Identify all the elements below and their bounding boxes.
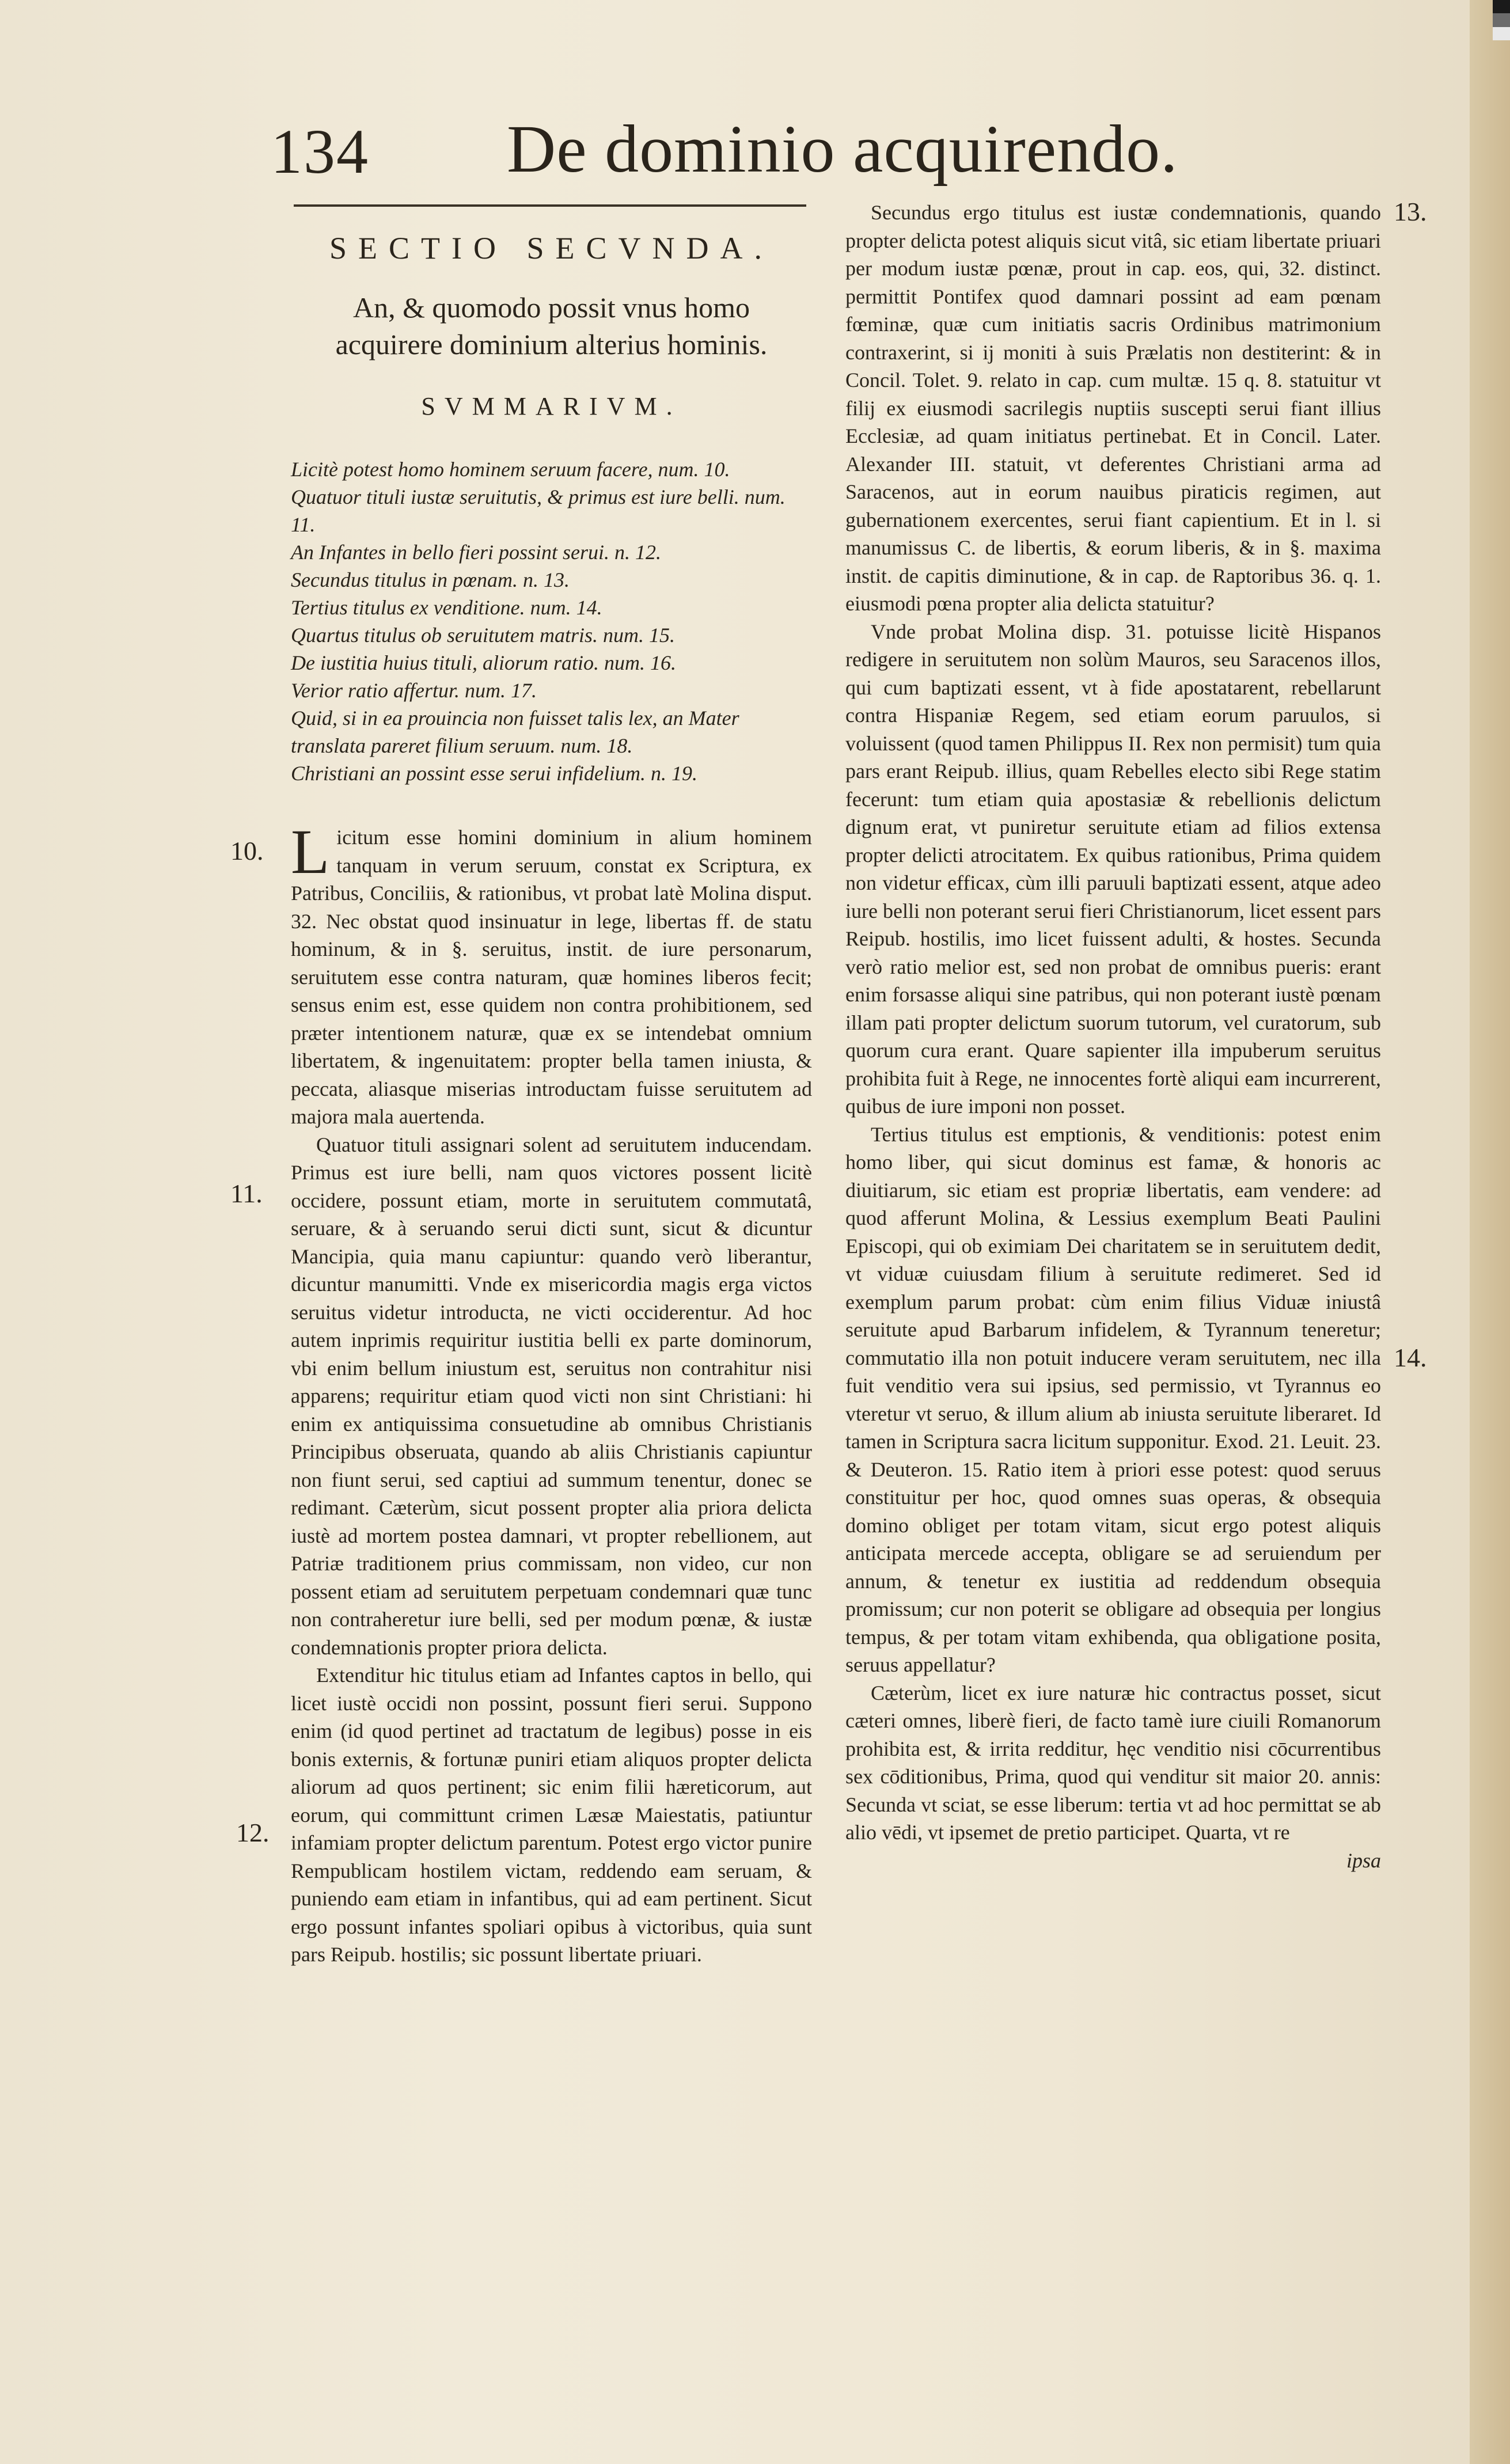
running-title: De dominio acquirendo. [507, 111, 1178, 187]
margin-number-10: 10. [230, 836, 264, 865]
summary-item: Christiani an possint esse serui infidelium. n. 19. [291, 762, 698, 785]
summary-item: Quartus titulus ob seruitutem matris. num. 15. [291, 624, 676, 647]
section-intro [291, 219, 812, 787]
left-column-text [291, 817, 812, 1969]
summary-item: Tertius titulus ex venditione. num. 14. [291, 596, 602, 619]
paragraph-11: Quatuor tituli assignari solent ad seruitutem inducendam. Primus est iure belli, nam quos victores possent licitè occidere, possunt etiam, morte in seruitutem commutatâ, seruare, & à seruando serui dicti sunt, sicut & dicuntur Mancipia, quia manu capiuntur: quando verò liberantur, dicuntur manumitti. Vnde ex misericordia magis erga victos seruitus videtur introducta, ne victi occiderentur. Ad hoc autem inprimis requiritur iustitia belli ex parte dominorum, vbi enim bellum iniustum est, seruitus non contrahitur nisi apparens; requiritur etiam quod victi non sint Christiani: hi enim ex antiquissima consuetudine ab omnibus Christianis Principibus obseruata, quando ab aliis Christianis capiuntur non fiunt serui, sed captiui ad summum tenentur, donec se redimant. Cæterùm, sicut possent propter alia priora delicta iustè ad mortem postea damnari, vt propter rebellionem, aut Patriæ traditionem prius commissam, non video, cur non possent etiam ad seruitutem perpetuam condemnari quæ tunc non contraheretur iure belli, sed per modum pœnæ, & iustæ condemnationis propter priora delicta. [291, 1133, 812, 1659]
section-question: An, & quomodo possit vnus homo acquirere dominium alterius hominis. [335, 291, 768, 360]
paragraph-13b: Vnde probat Molina disp. 31. potuisse licitè Hispanos redigere in seruitutem non solùm Mauros, seu Saracenos illos, qui cum baptizati essent, vt à fide apostatarent, rebellarunt contra Hispaniæ Regem, sed etiam eorum paruulos, si voluissent (quod tamen Philippus II. Rex non permisit) tum quia pars erant Reipub. illius, quam Rebelles electo sibi Rege statim fecerunt: tum etiam quia apostasiæ & rebellionis delictum dignum erat, vt puniretur seruitute etiam ad filios extensa propter delicti atrocitatem. Ex quibus rationibus, Prima quidem non videtur efficax, cùm illi paruuli baptizati essent, atque adeo iure belli non poterant serui fieri Christianorum, licet essent pars Reipub. hostilis, imo licet fuissent adulti, & hostes. Secunda verò ratio melior est, sed non probat de omnibus pueris: erant enim forsasse aliqui sine patribus, qui non poterant iustè pœnam illam pati propter delictum suorum tutorum, vel curatorum, sub quorum cura erant. Quare sapienter illa impuberum seruitus prohibita fuit à Rege, ne innocentes fortè aliqui eam incurrerent, quibus de iure imponi non posset. [845, 620, 1381, 1118]
margin-number-12: 12. [236, 1818, 270, 1847]
catchword: ipsa [1346, 1848, 1381, 1872]
margin-number-13: 13. [1394, 197, 1427, 226]
paragraph-12: Extenditur hic titulus etiam ad Infantes captos in bello, qui licet iustè occidi non possint, possunt fieri serui. Suppono enim (id quod pertinet ad tractatum de legibus) posse in eis bonis externis, & fortunæ puniri etiam aliquos propter delicta aliorum ad quos pertinent; sic enim filii hæreticorum, aut eorum, qui committunt crimen Læsæ Maiestatis, patiuntur infamiam propter delictum parentum. Potest ergo victor punire Rempublicam hostilem victam, reddendo eam seruam, & puniendo eam etiam in infantibus, qui ad eam pertinent. Sicut ergo possunt infantes spoliari opibus à victoribus, quia sunt pars Reipub. hostilis; sic possunt libertate priuari. [291, 1664, 812, 1966]
summary-item: Licitè potest homo hominem seruum facere, num. 10. [291, 458, 730, 481]
paragraph-13a: Secundus ergo titulus est iustæ condemnationis, quando propter delicta potest aliquis sicut vitâ, sic etiam libertate priuari per modum iustæ pœnæ, prout in cap. eos, qui, 32. distinct. permittit Pontifex quod damnari possint ad eam pœnam fœminæ, quæ cum initiatis sacris Ordinibus matrimonium contraxerint, si ij moniti à suis Prælatis non destiterint: & in Concil. Tolet. 9. relato in cap. cum multæ. 15 q. 8. statuitur vt filij ex eiusmodi sacrilegis nuptiis suscepti serui fiant illius Ecclesiæ, ad quam initiatus pertinebat. Et in Concil. Later. Alexander III. statuit, vt deferentes Christiani arma ad Saracenos, aut in eorum nauibus piraticis regimen, aut gubernationem exercentes, serui fiant capientium. Et in l. si manumissus C. de libertis, & eorum liberis, & in §. maxima instit. de capitis diminutione, & in cap. de Raptoribus 36. q. 1. eiusmodi pœna propter alia delicta statuitur? [845, 201, 1381, 615]
margin-number-14: 14. [1394, 1343, 1427, 1372]
summary-item: An Infantes in bello fieri possint serui. n. 12. [291, 541, 661, 564]
margin-number-11: 11. [230, 1179, 263, 1208]
page-edge [1470, 0, 1510, 2464]
summary-item: Verior ratio affertur. num. 17. [291, 679, 537, 702]
summary-item: Secundus titulus in pœnam. n. 13. [291, 568, 570, 591]
paragraph-14b: Cæterùm, licet ex iure naturæ hic contractus posset, sicut cæteri omnes, liberè fieri, de facto tamè iure ciuili Romanorum prohibita est, & irrita redditur, hęc venditio nisi cōcurrentibus sex cōditionibus, Prima, quod qui venditur sit maior 20. annis: Secunda vt sciat, se esse liberum: tertia vt ad hoc permittat se ab alio vēdi, vt ipsemet de pretio participet. Quarta, vt re [845, 1681, 1381, 1844]
paragraph-14: Tertius titulus est emptionis, & venditionis: potest enim homo liber, qui sicut dominus est famæ, & honoris ac diuitiarum, sic etiam est propriæ libertatis, eam vendere: ad quod afferunt Molina, & Lessius exemplum Beati Paulini Episcopi, qui ob eximiam Dei charitatem se in seruitutem dedit, vt viduæ cuiusdam filium à seruitute redimeret. Sed id exemplum parum probat: cùm enim filius Viduæ iniustâ seruitute apud Barbarum infidelem, & Tyrannum teneretur; commutatio illa non potuit inducere veram seruitutem, nec illa fuit venditio vera sui ipsius, sed permissio, vt Tyrannus eo vteretur vt seruo, & illum alium ab iniusta seruitute liberaret. Id tamen in Scriptura sacra licitum supponitur. Exod. 21. Leuit. 23. & Deuteron. 15. Ratio item à priori esse potest: quod seruus constituitur per hoc, quod omnes suas operas, & obsequia domino obliget per totam vitam, sicut ergo potest aliquis anticipata mercede accepta, obligare se ad seruiendum per annum, & tenetur ex iustitia ad reddendum obsequia promissum; cur non poterit se obligare ad obsequia per longius tempus, & per totam vitam exhibenda, qua obligatione posita, seruus appellatur? [845, 1122, 1381, 1676]
paragraph-10-text: icitum esse homini dominium in alium hominem tanquam in verum seruum, constat ex Scriptura, ex Patribus, Conciliis, & rationibus, vt probat latè Molina disput. 32. Nec obstat quod insinuatur in lege, libertas ff. de statu hominum, & in §. seruitus, instit. de iure personarum, seruitutem esse contra naturam, quæ homines liberos fecit; sensus enim est, esse quidem non contra prohibitionem, sed præter intentionem naturæ, quæ ex se intendebat omnium libertatem, & ingenuitatem: propter bella tamen iniusta, & peccata, aliasque miserias introductam fuisse seruitutem ad majora mala auertenda. [291, 826, 812, 1128]
header-rule [294, 204, 806, 207]
paragraph-10 [291, 817, 812, 1131]
summary-item: Quid, si in ea prouincia non fuisset talis lex, an Mater translata pareret filium seruum. num. 18. [291, 707, 739, 757]
page-number: 134 [271, 116, 369, 187]
color-calibration-strip [1493, 0, 1510, 40]
summary-list [291, 455, 812, 787]
summary-heading: SVMMARIVM. [421, 392, 682, 420]
summary-item: Quatuor tituli iustæ seruitutis, & primus est iure belli. num. 11. [291, 485, 786, 536]
right-column-text [845, 199, 1381, 1874]
summary-item: De iustitia huius tituli, aliorum ratio. num. 16. [291, 651, 677, 674]
section-heading: SECTIO SECVNDA. [329, 231, 774, 265]
drop-cap: L [291, 817, 330, 887]
